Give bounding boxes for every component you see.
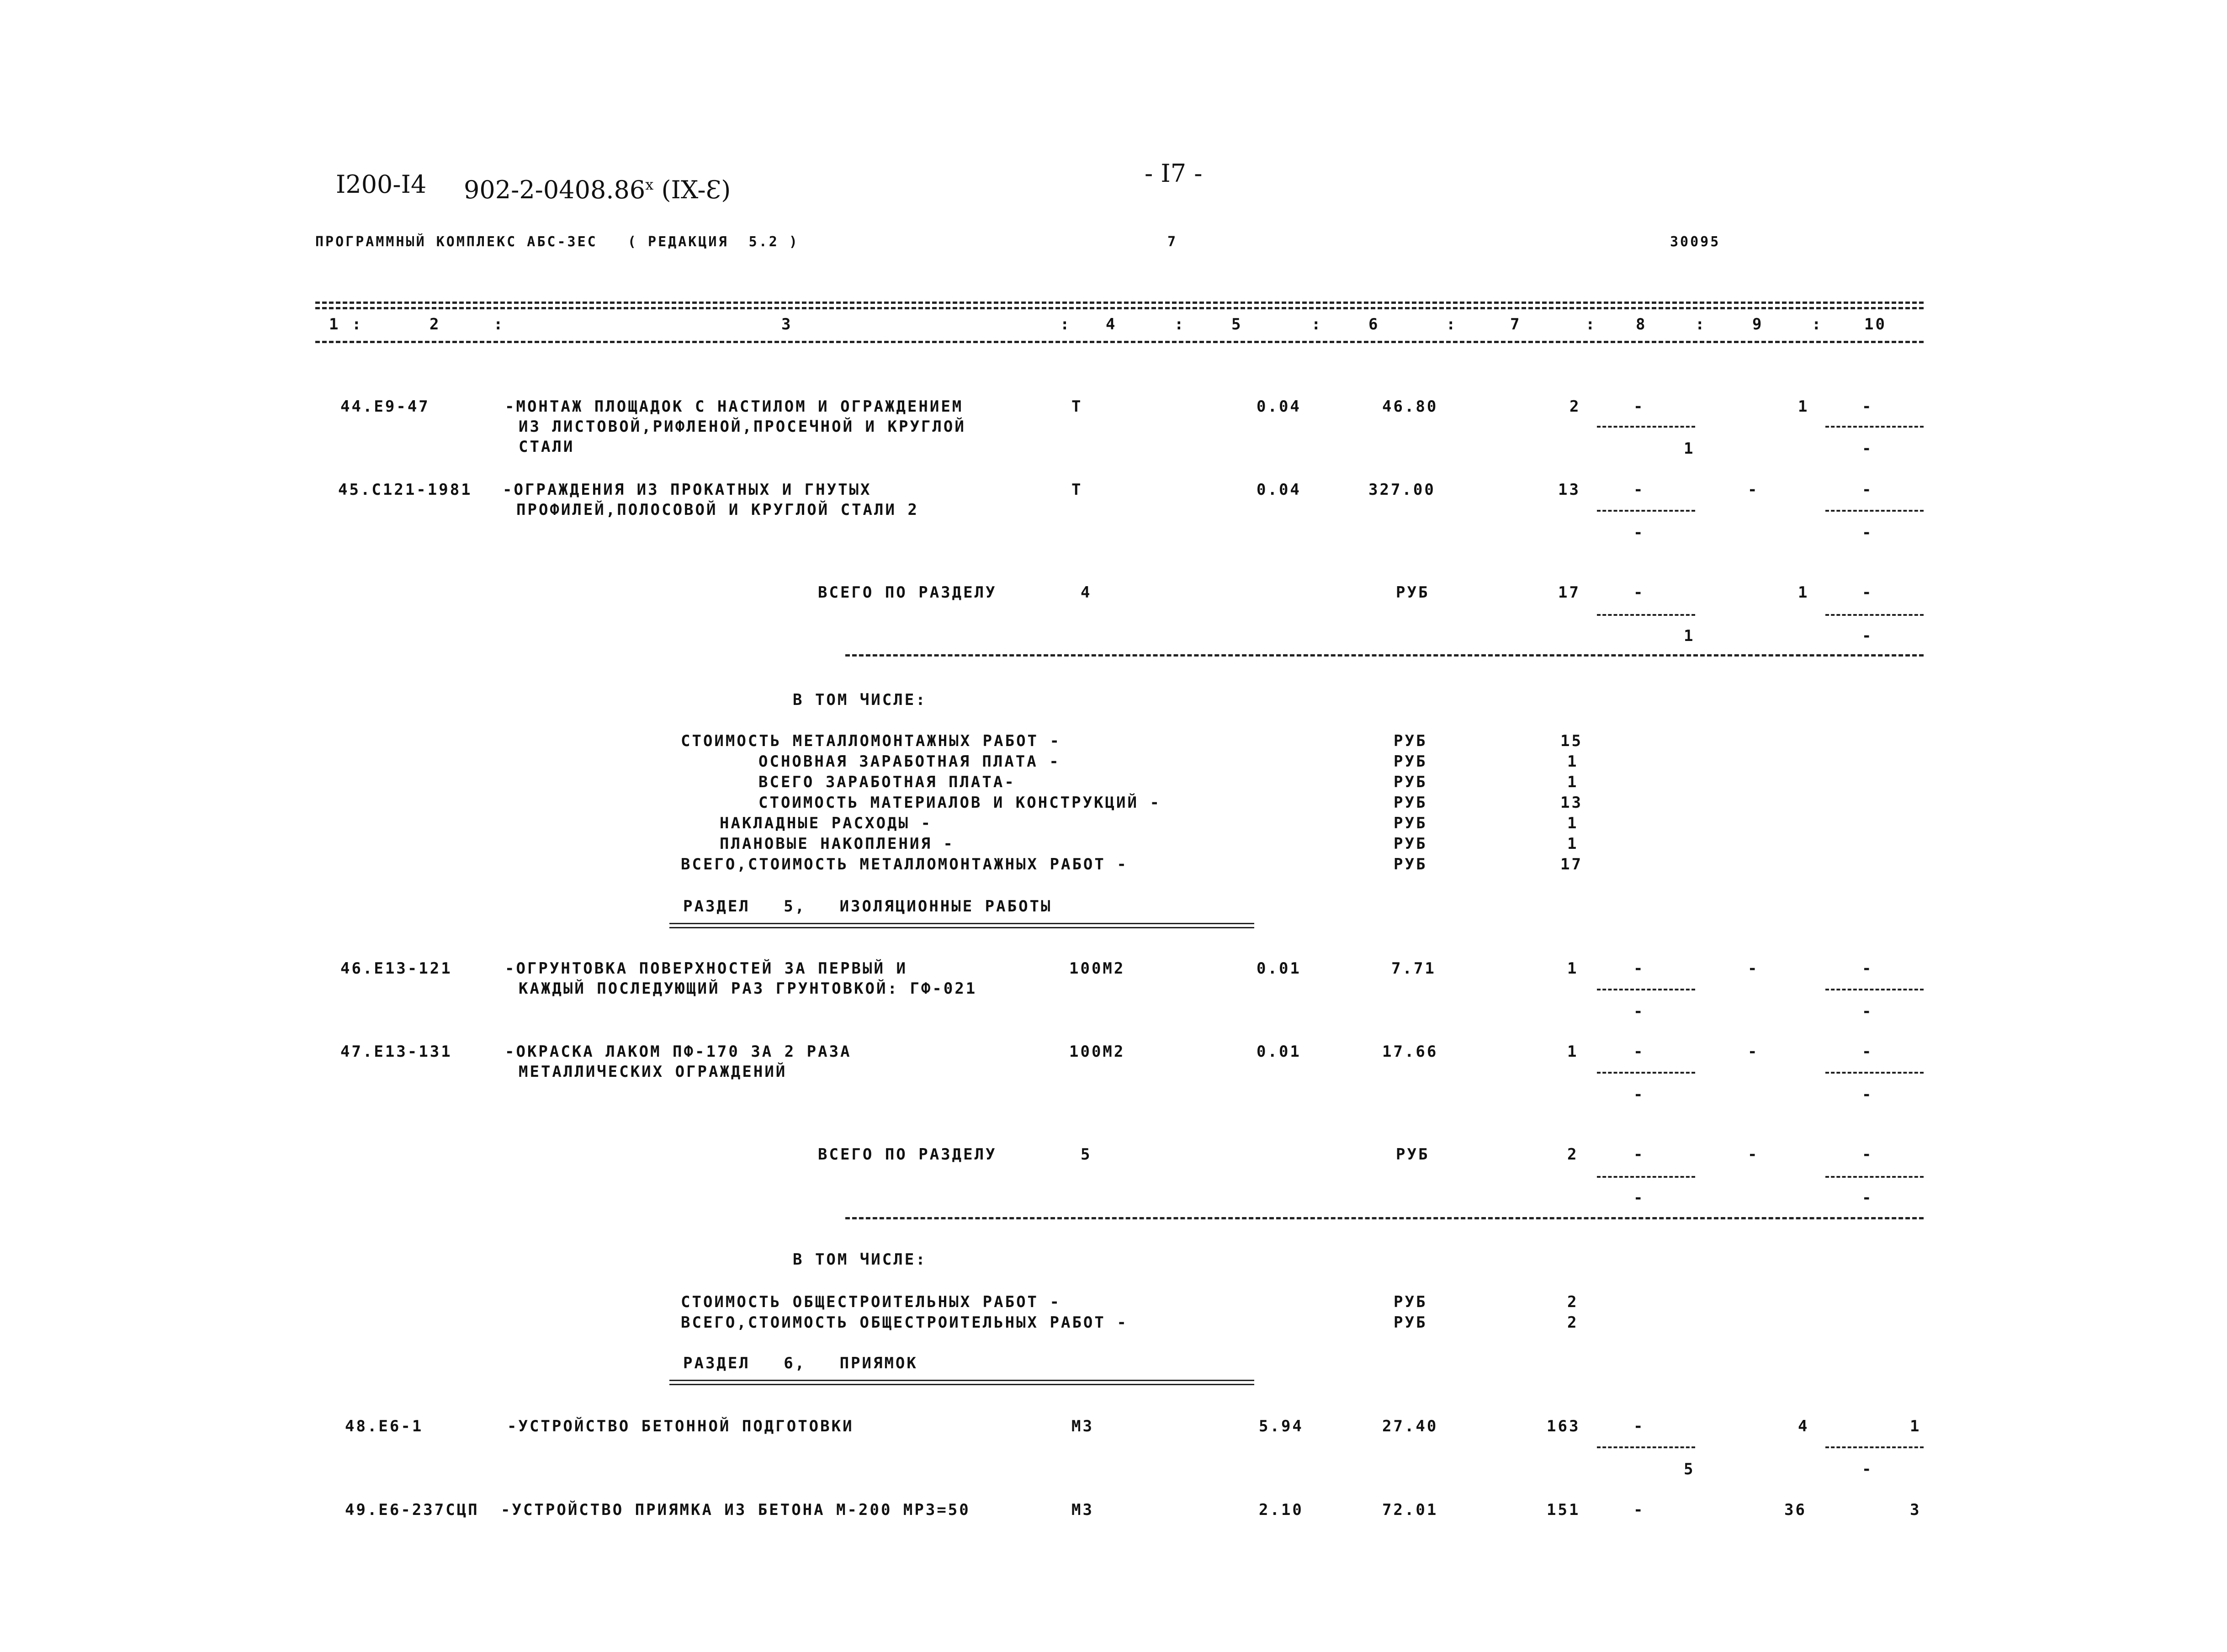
breakdown-label: СТОИМОСТЬ ОБЩЕСТРОИТЕЛЬНЫХ РАБОТ -	[681, 1293, 1061, 1311]
row-code: 49.Е6-237СЦП	[345, 1501, 479, 1519]
col-sep: :	[352, 315, 363, 334]
cell-rule	[1825, 1176, 1924, 1178]
total-rule	[845, 1217, 1924, 1219]
row-qty: 0.04	[1257, 481, 1301, 499]
breakdown-unit: РУБ	[1394, 732, 1427, 750]
total-c8b: 1	[1684, 627, 1695, 645]
row-c10b: -	[1862, 1460, 1873, 1478]
col-sep: :	[1812, 315, 1823, 334]
total-section-num: 4	[1081, 583, 1092, 602]
total-c10: -	[1862, 583, 1873, 602]
cell-rule	[1825, 426, 1924, 428]
row-c10: 1	[1910, 1417, 1921, 1435]
heading-underline	[669, 923, 1254, 928]
total-rule	[845, 654, 1924, 657]
row-desc: -ОГРАЖДЕНИЯ ИЗ ПРОКАТНЫХ И ГНУТЫХ	[503, 481, 872, 499]
breakdown-label: СТОИМОСТЬ МЕТАЛЛОМОНТАЖНЫХ РАБОТ -	[681, 732, 1061, 750]
row-c10b: -	[1862, 1002, 1873, 1021]
col-sep: :	[1446, 315, 1458, 334]
col-sep: :	[1695, 315, 1707, 334]
cell-rule	[1825, 1072, 1924, 1074]
breakdown-value: 1	[1567, 814, 1579, 832]
row-c9: 36	[1784, 1501, 1807, 1519]
row-code: 48.Е6-1	[345, 1417, 424, 1435]
row-total: 151	[1547, 1501, 1580, 1519]
breakdown-value: 2	[1567, 1313, 1579, 1332]
row-unit: М3	[1071, 1501, 1094, 1519]
row-code: 45.С121-1981	[338, 481, 472, 499]
row-desc: -МОНТАЖ ПЛОЩАДОК С НАСТИЛОМ И ОГРАЖДЕНИЕМ	[505, 397, 964, 416]
row-c10b: -	[1862, 1085, 1873, 1104]
row-desc: -ОКРАСКА ЛАКОМ ПФ-170 ЗА 2 РАЗА	[505, 1043, 852, 1061]
row-total: 163	[1547, 1417, 1580, 1435]
total-value: 17	[1558, 583, 1580, 602]
cell-rule	[1597, 989, 1695, 990]
total-c8: -	[1633, 1145, 1645, 1164]
total-c9: 1	[1798, 583, 1809, 602]
breakdown-unit: РУБ	[1394, 814, 1427, 832]
total-label: ВСЕГО ПО РАЗДЕЛУ	[818, 1145, 997, 1164]
total-c9: -	[1748, 1145, 1759, 1164]
breakdown-value: 1	[1567, 752, 1579, 771]
row-total: 13	[1558, 481, 1580, 499]
row-c9: 1	[1798, 397, 1809, 416]
cell-rule	[1825, 614, 1924, 616]
col-1: 1	[329, 315, 340, 334]
program-title: ПРОГРАММНЫЙ КОМПЛЕКС АБС-3ЕС ( РЕДАКЦИЯ 5.2 )	[315, 234, 799, 250]
breakdown-unit: РУБ	[1394, 855, 1427, 874]
col-2: 2	[429, 315, 441, 334]
breakdown-label: СТОИМОСТЬ МАТЕРИАЛОВ И КОНСТРУКЦИЙ -	[758, 794, 1161, 812]
row-c8: -	[1633, 1043, 1645, 1061]
cell-rule	[1597, 614, 1695, 616]
row-unit: М3	[1071, 1417, 1094, 1435]
row-c9: 4	[1798, 1417, 1809, 1435]
row-unit: 100М2	[1069, 959, 1125, 978]
row-desc: -УСТРОЙСТВО ПРИЯМКА ИЗ БЕТОНА М-200 МРЗ=50	[501, 1501, 970, 1519]
row-price: 27.40	[1382, 1417, 1438, 1435]
row-qty: 0.01	[1257, 959, 1301, 978]
cell-rule	[1825, 510, 1924, 512]
row-total: 1	[1567, 959, 1579, 978]
section-heading: РАЗДЕЛ 5, ИЗОЛЯЦИОННЫЕ РАБОТЫ	[683, 897, 1052, 916]
breakdown-title: В ТОМ ЧИСЛЕ:	[793, 691, 927, 709]
row-code: 47.Е13-131	[340, 1043, 452, 1061]
col-9: 9	[1752, 315, 1764, 334]
row-qty: 0.04	[1257, 397, 1301, 416]
row-c9: -	[1748, 481, 1759, 499]
row-desc: -ОГРУНТОВКА ПОВЕРХНОСТЕЙ ЗА ПЕРВЫЙ И	[505, 959, 907, 978]
breakdown-unit: РУБ	[1394, 1313, 1427, 1332]
row-c9: -	[1748, 1043, 1759, 1061]
cell-rule	[1825, 989, 1924, 990]
header-rule-top	[315, 302, 1924, 304]
row-desc: СТАЛИ	[519, 438, 575, 456]
total-value: 2	[1567, 1145, 1579, 1164]
row-desc: -УСТРОЙСТВО БЕТОННОЙ ПОДГОТОВКИ	[507, 1417, 854, 1435]
row-unit: Т	[1071, 397, 1083, 416]
row-desc: КАЖДЫЙ ПОСЛЕДУЮЩИЙ РАЗ ГРУНТОВКОЙ: ГФ-021	[519, 980, 977, 998]
row-code: 46.Е13-121	[340, 959, 452, 978]
row-c8b: 5	[1684, 1460, 1695, 1478]
row-qty: 2.10	[1259, 1501, 1304, 1519]
row-unit: Т	[1071, 481, 1083, 499]
row-c8: -	[1633, 481, 1645, 499]
row-price: 46.80	[1382, 397, 1438, 416]
doc-number: 902-2-0408.86$^x$ (IX-Ɛ)	[464, 175, 731, 204]
cell-rule	[1597, 1176, 1695, 1178]
row-c8b: -	[1633, 1085, 1645, 1104]
cell-rule	[1597, 1446, 1695, 1448]
row-c8: -	[1633, 959, 1645, 978]
col-8: 8	[1636, 315, 1647, 334]
row-c8b: -	[1633, 524, 1645, 542]
total-c10b: -	[1862, 1189, 1873, 1207]
breakdown-value: 15	[1560, 732, 1583, 750]
row-total: 1	[1567, 1043, 1579, 1061]
breakdown-unit: РУБ	[1394, 773, 1427, 791]
row-c8b: -	[1633, 1002, 1645, 1021]
row-price: 72.01	[1382, 1501, 1438, 1519]
header-rule-top2	[315, 307, 1924, 309]
col-7: 7	[1510, 315, 1522, 334]
row-c8: -	[1633, 397, 1645, 416]
breakdown-unit: РУБ	[1394, 794, 1427, 812]
total-c8: -	[1633, 583, 1645, 602]
breakdown-label: ВСЕГО ЗАРАБОТНАЯ ПЛАТА-	[758, 773, 1016, 791]
breakdown-value: 17	[1560, 855, 1583, 874]
col-sep: :	[1174, 315, 1186, 334]
breakdown-unit: РУБ	[1394, 835, 1427, 853]
row-c9: -	[1748, 959, 1759, 978]
breakdown-label: ВСЕГО,СТОИМОСТЬ МЕТАЛЛОМОНТАЖНЫХ РАБОТ -	[681, 855, 1128, 874]
row-qty: 5.94	[1259, 1417, 1304, 1435]
code-number: 30095	[1670, 234, 1721, 250]
row-price: 327.00	[1368, 481, 1436, 499]
cell-rule	[1597, 426, 1695, 428]
breakdown-value: 1	[1567, 773, 1579, 791]
col-sep: :	[493, 315, 505, 334]
breakdown-label: ОСНОВНАЯ ЗАРАБОТНАЯ ПЛАТА -	[758, 752, 1060, 771]
total-c10b: -	[1862, 627, 1873, 645]
total-unit: РУБ	[1396, 1145, 1430, 1164]
total-c8b: -	[1633, 1189, 1645, 1207]
row-price: 17.66	[1382, 1043, 1438, 1061]
row-unit: 100М2	[1069, 1043, 1125, 1061]
breakdown-title: В ТОМ ЧИСЛЕ:	[793, 1250, 927, 1269]
breakdown-label: ВСЕГО,СТОИМОСТЬ ОБЩЕСТРОИТЕЛЬНЫХ РАБОТ -	[681, 1313, 1128, 1332]
breakdown-value: 1	[1567, 835, 1579, 853]
col-sep: :	[1060, 315, 1071, 334]
col-sep: :	[1311, 315, 1323, 334]
row-desc: ИЗ ЛИСТОВОЙ,РИФЛЕНОЙ,ПРОСЕЧНОЙ И КРУГЛОЙ	[519, 418, 966, 436]
row-total: 2	[1570, 397, 1581, 416]
cell-rule	[1597, 510, 1695, 512]
row-c10: -	[1862, 959, 1873, 978]
col-4: 4	[1106, 315, 1117, 334]
header-rule-bottom	[315, 341, 1924, 343]
breakdown-value: 13	[1560, 794, 1583, 812]
row-price: 7.71	[1391, 959, 1436, 978]
section-heading: РАЗДЕЛ 6, ПРИЯМОК	[683, 1354, 918, 1372]
breakdown-value: 2	[1567, 1293, 1579, 1311]
doc-code: I200-I4	[336, 170, 427, 199]
row-desc: МЕТАЛЛИЧЕСКИХ ОГРАЖДЕНИЙ	[519, 1063, 787, 1081]
col-6: 6	[1368, 315, 1380, 334]
row-desc: ПРОФИЛЕЙ,ПОЛОСОВОЙ И КРУГЛОЙ СТАЛИ 2	[516, 501, 919, 519]
col-5: 5	[1231, 315, 1243, 334]
row-code: 44.Е9-47	[340, 397, 430, 416]
total-section-num: 5	[1081, 1145, 1092, 1164]
col-sep: :	[1585, 315, 1597, 334]
page-number: - I7 -	[1145, 159, 1203, 188]
cell-rule	[1825, 1446, 1924, 1448]
row-qty: 0.01	[1257, 1043, 1301, 1061]
breakdown-label: ПЛАНОВЫЕ НАКОПЛЕНИЯ -	[720, 835, 954, 853]
row-c10: -	[1862, 397, 1873, 416]
heading-underline	[669, 1380, 1254, 1385]
row-c10b: -	[1862, 524, 1873, 542]
col-3: 3	[781, 315, 793, 334]
row-c10: 3	[1910, 1501, 1921, 1519]
total-unit: РУБ	[1396, 583, 1430, 602]
row-c10b: -	[1862, 439, 1873, 458]
row-c10: -	[1862, 1043, 1873, 1061]
total-label: ВСЕГО ПО РАЗДЕЛУ	[818, 583, 997, 602]
breakdown-unit: РУБ	[1394, 752, 1427, 771]
sheet-number: 7	[1167, 234, 1178, 250]
row-c8b: 1	[1684, 439, 1695, 458]
breakdown-unit: РУБ	[1394, 1293, 1427, 1311]
row-c8: -	[1633, 1417, 1645, 1435]
col-10: 10	[1864, 315, 1887, 334]
row-c10: -	[1862, 481, 1873, 499]
total-c10: -	[1862, 1145, 1873, 1164]
row-c8: -	[1633, 1501, 1645, 1519]
breakdown-label: НАКЛАДНЫЕ РАСХОДЫ -	[720, 814, 932, 832]
cell-rule	[1597, 1072, 1695, 1074]
